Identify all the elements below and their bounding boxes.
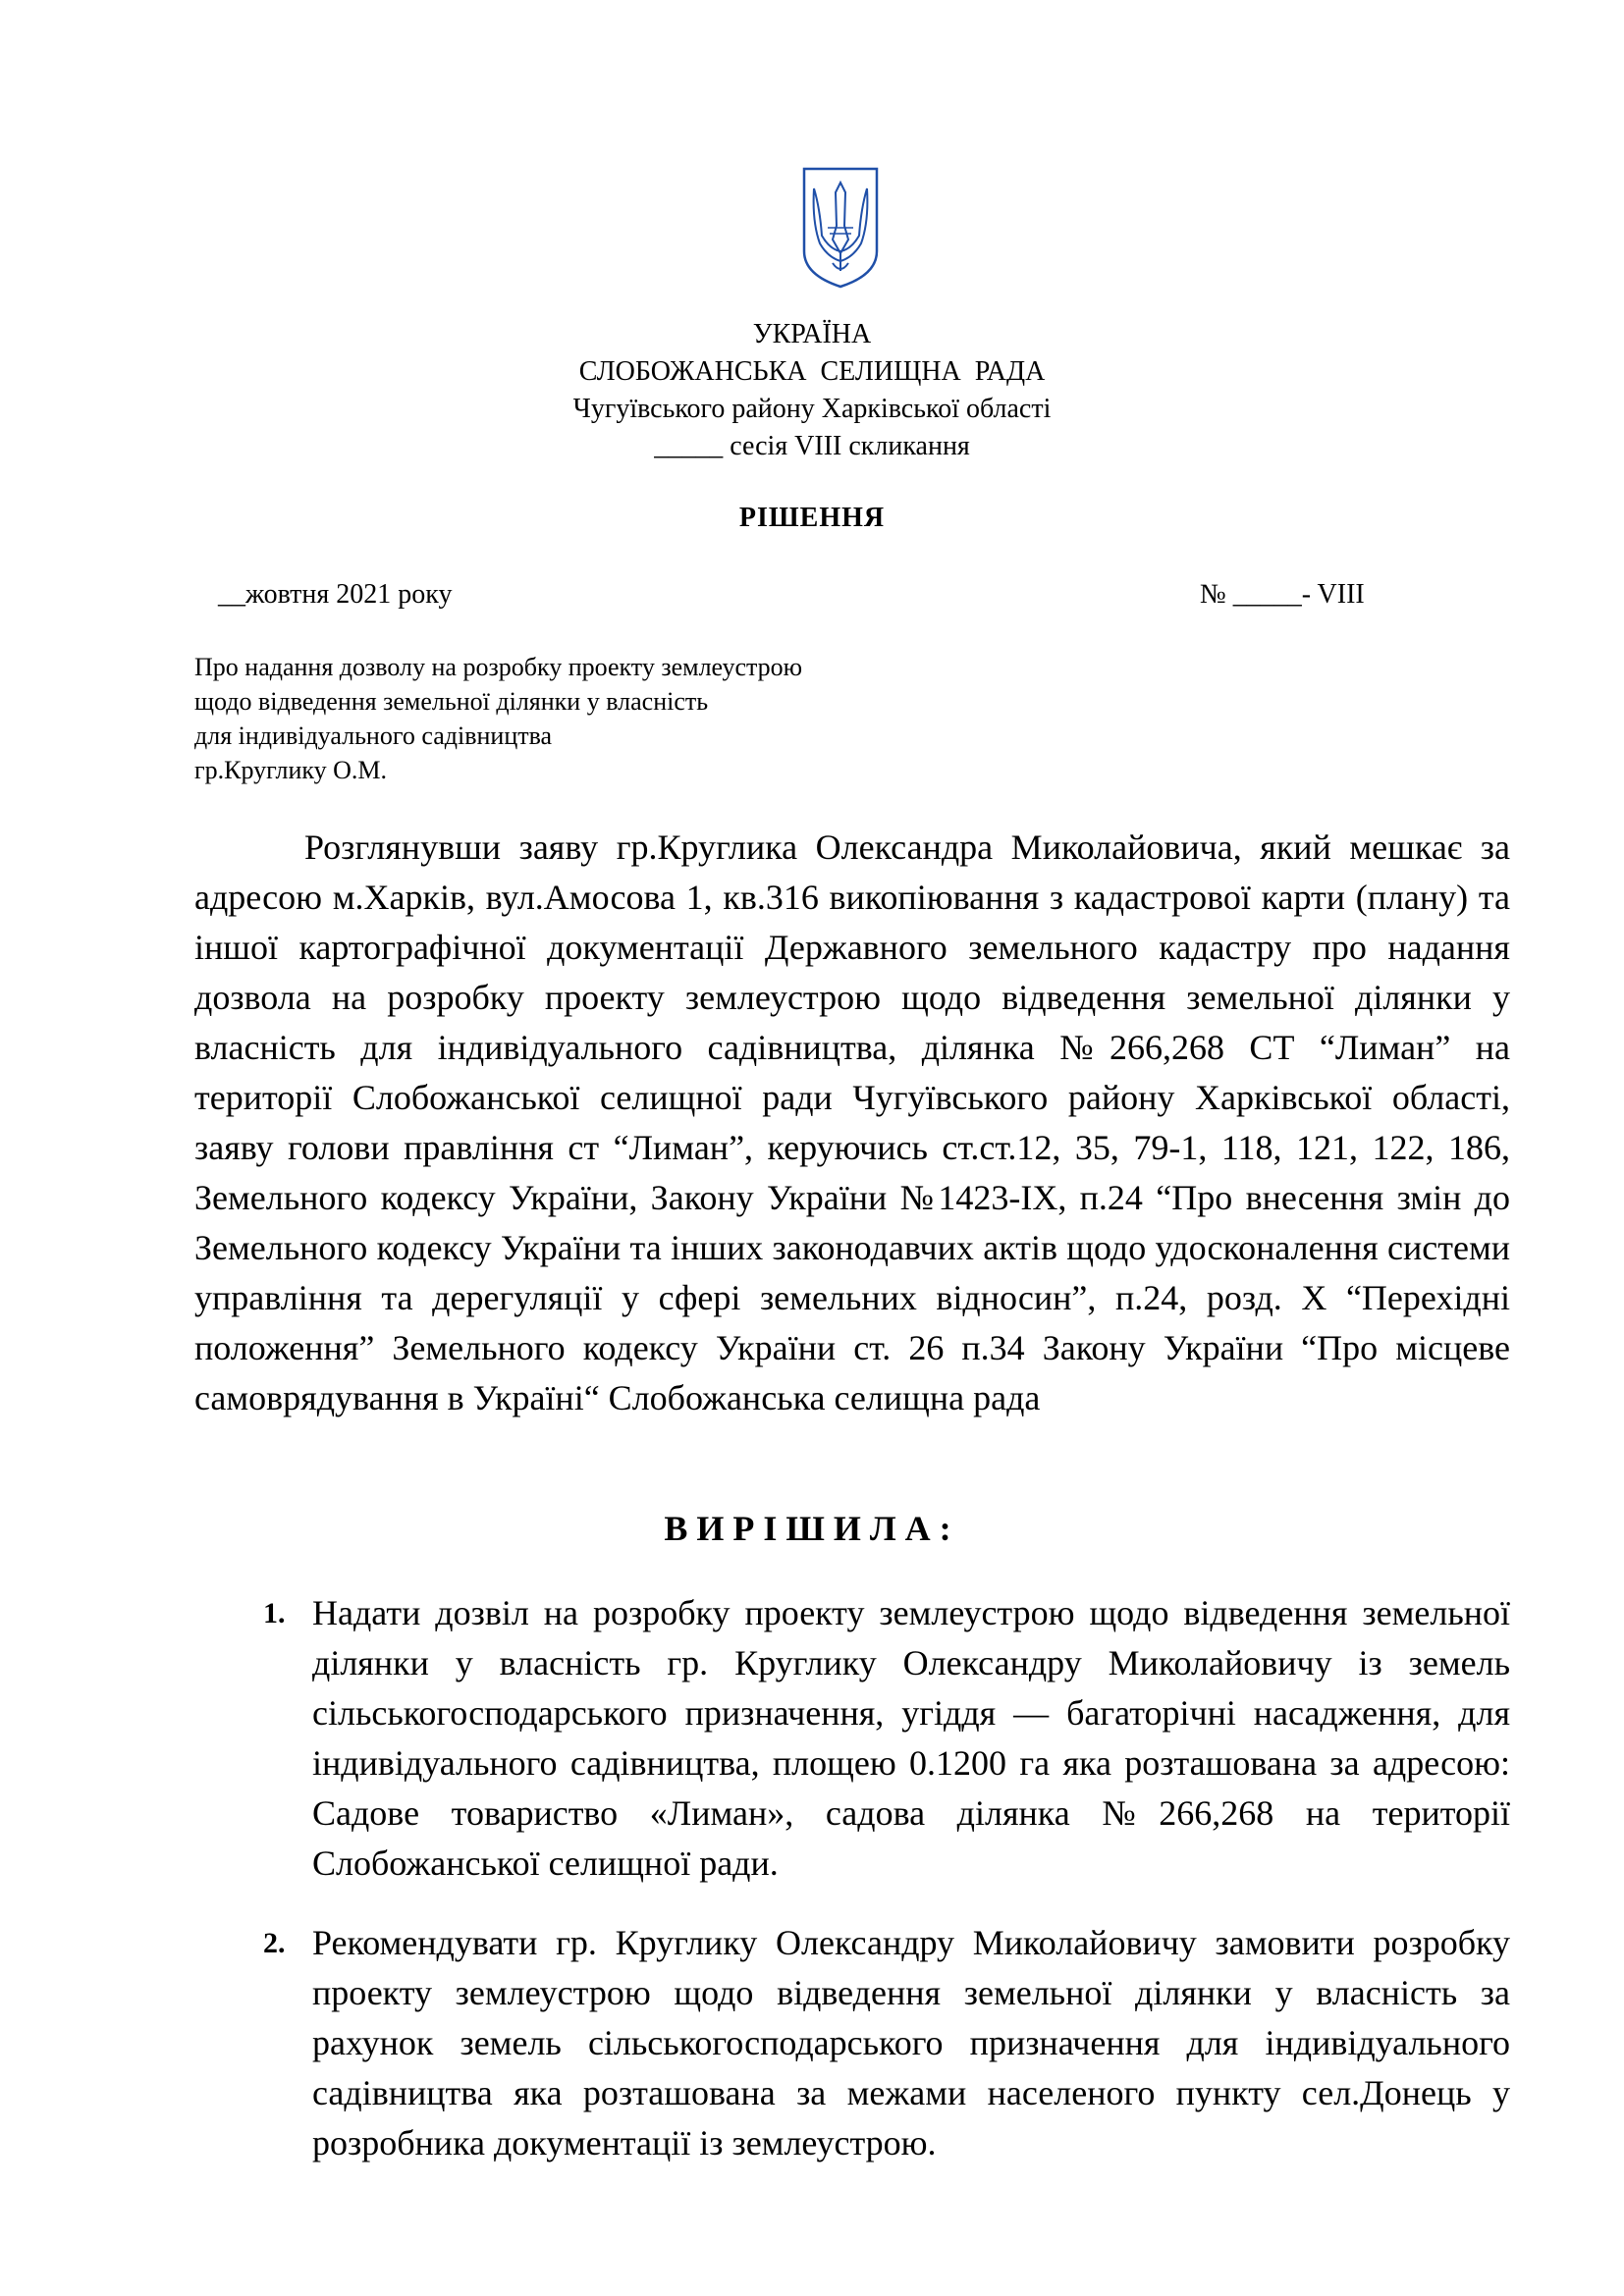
subject-line: щодо відведення земельної ділянки у власність (194, 687, 709, 716)
item-text: Рекомендувати гр. Круглику Олександру Миколайовичу замовити розробку проекту землеустрою щодо відведення земельної ділянки у власність за рахунок земель сільськогосподарського призначення для індивідуального садівництва яка розташована за межами населеного пункту сел.Донець у розробника документації із землеустрою. (312, 1923, 1510, 2163)
subject-line: Про надання дозволу на розробку проекту землеустрою (194, 653, 803, 681)
subject-line: для індивідуального садівництва (194, 721, 553, 750)
resolution-item (251, 1588, 1510, 1889)
preamble-paragraph: Розглянувши заяву гр.Круглика Олександра Миколайовича, який мешкає за адресою м.Харків, вул.Амосова 1, кв.316 викопіювання з кадастрової карти (плану) та іншої картографічної документації Державного земельного кадастру про надання дозвола на розробку проекту землеустрою щодо відведення земельної ділянки у власність для індивідуального садівництва, ділянка №266,268 СТ “Лиман” на території Слобожанської селищної ради Чугуївського району Харківської області, заяву голови правління ст “Лиман”, керуючись ст.ст.12, 35, 79-1, 118, 121, 122, 186, Земельного кодексу України, Закону України №1423-IX, п.24 “Про внесення змін до Земельного кодексу України та інших законодавчих актів щодо удосконалення системи управління та дерегуляції у сфері земельних відносин”, п.24, розд. Х “Перехідні положення” Земельного кодексу України ст. 26 п.34 Закону України “Про місцеве самоврядування в Україні“ Слобожанська селищна рада (194, 828, 1510, 1417)
item-text: Надати дозвіл на розробку проекту землеустрою щодо відведення земельної ділянки у власність гр. Круглику Олександру Миколайовичу із земель сільськогосподарського призначення, угіддя — багаторічні насадження, для індивідуального садівництва, площею 0.1200 га яка розташована за адресою: Садове товариство «Лиман», садова ділянка №266,268 на території Слобожанської селищної ради. (312, 1593, 1510, 1883)
coat-of-arms-icon (800, 165, 881, 291)
decision-number: № _____- VIII (1200, 579, 1365, 610)
session-line: _____ сесія VIII скликання (654, 431, 970, 461)
document-header (0, 316, 1624, 465)
resolved-heading: ВИРІШИЛА: (664, 1509, 960, 1548)
decision-date: __жовтня 2021 року (218, 579, 453, 610)
decision-title: РІШЕННЯ (738, 503, 886, 533)
decision-subject (194, 650, 941, 787)
resolution-item (251, 1918, 1510, 2168)
resolution-items (251, 1588, 1510, 2198)
country-name: УКРАЇНА (752, 319, 872, 349)
item-number: 2. (263, 1927, 286, 1959)
council-name: СЛОБОЖАНСЬКА СЕЛИЩНА РАДА (578, 356, 1046, 387)
subject-line: гр.Круглику О.М. (194, 756, 388, 784)
item-number: 1. (263, 1597, 286, 1629)
district-name: Чугуївського району Харківської області (572, 394, 1052, 424)
